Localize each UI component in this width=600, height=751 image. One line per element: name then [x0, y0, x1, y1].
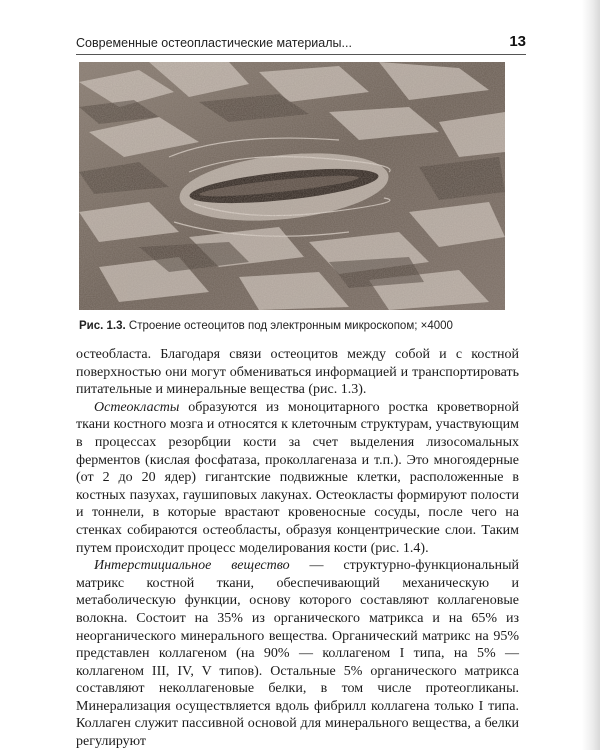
term-interstitial-substance: Интерстициальное вещество	[94, 558, 290, 574]
paragraph-osteoclasts-text: образуются из моноцитарного ростка кроветворной ткани костного мозга и относятся к клеточным структурам, участвующим в процессах резорбции кости за счет выделения лизосомальных ферментов (кислая фосфатаза, проколлагеназа и т.п.). Это многоядерные (от 2 до 20 ядер) гигантские подвижные клетки, расположенные в костных пазухах, гаушиповых лакунах. Остеокласты формируют полости и тоннели, в которые врастают кровеносные сосуды, после чего на стенках собираются остеобласты, образуя концентрические слои. Таким путем происходит процесс моделирования кости (рис. 1.4).	[76, 399, 519, 556]
body-text	[76, 346, 519, 751]
term-osteoclasts: Остеокласты	[94, 399, 180, 415]
page-number: 13	[509, 33, 526, 50]
page-header	[76, 30, 526, 55]
figure-caption-text: Строение остеоцитов под электронным микроскопом; ×4000	[125, 320, 453, 332]
paragraph-osteoblast-continuation: остеобласта. Благодаря связи остеоцитов между собой и с костной поверхностью они могут обмениваться информацией и транспортировать питательные и минеральные вещества (рис. 1.3).	[76, 347, 519, 398]
page-edge-shadow	[582, 0, 600, 750]
paragraph-interstitial-substance-text: — структурно-функциональный матрикс костной ткани, обеспечивающий механическую и метаболическую функции, основу которого составляют коллагеновые волокна. Состоит на 35% из органического матрикса и на 65% из неорганического минерального вещества. Органический матрикс на 95% представлен коллагеном (на 90% — коллагеном I типа, на 5% — коллагеном III, IV, V типов). Остальные 5% органического матрикса составляют неколлагеновые белки, в том числе протеогликаны. Минерализация осуществляется вдоль фибрилл коллагена только I типа. Коллаген служит пассивной основой для минерального вещества, а белки регулируют	[76, 558, 519, 750]
paragraph-osteoclasts	[76, 399, 519, 557]
figure-caption-label: Рис. 1.3.	[79, 320, 126, 332]
electron-micrograph-figure	[79, 62, 505, 310]
running-title: Современные остеопластические материалы...	[76, 36, 352, 50]
paragraph-interstitial-substance	[76, 557, 519, 751]
micrograph-image	[79, 62, 505, 310]
figure-caption	[79, 320, 519, 332]
